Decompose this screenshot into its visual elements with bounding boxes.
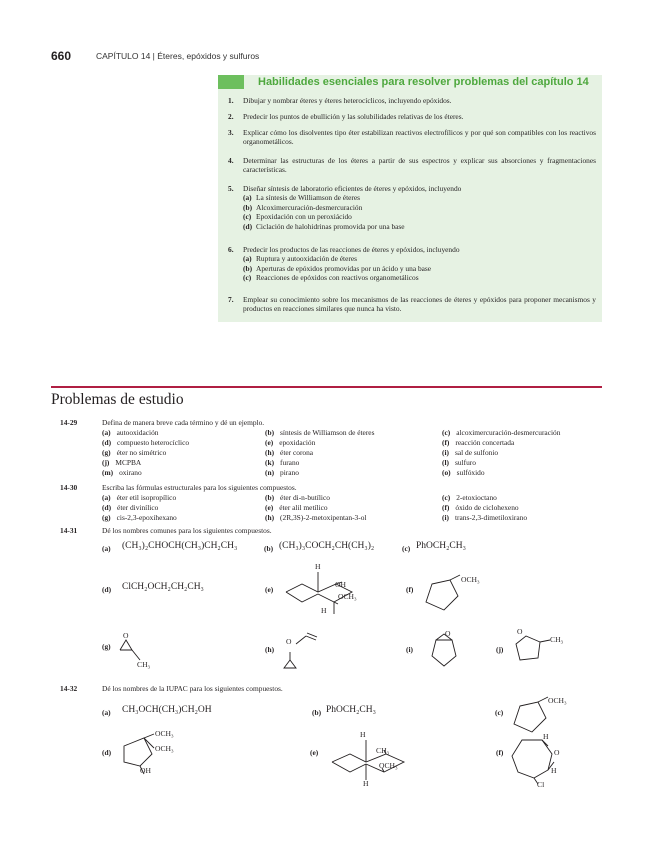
item-label: (g)	[102, 448, 111, 457]
term-item	[442, 458, 476, 467]
skill-item: 3. Explicar cómo los disolventes tipo éter estabilizan reactivos electrofílicos y por qué son compatibles con los reactivos organometálicos.	[228, 128, 596, 147]
item-text: éter divinílico	[117, 503, 159, 512]
atom-label: OCH₃	[338, 592, 357, 601]
term-item	[442, 438, 514, 447]
term-item	[442, 513, 527, 522]
skill-item: 7. Emplear su conocimiento sobre los mecanismos de las reacciones de éteres y epóxidos para proponer mecanismos y productos en reacciones similares que nunca ha visto.	[228, 295, 596, 314]
term-item	[102, 493, 176, 502]
atom-label: H	[360, 730, 366, 739]
term-item	[265, 458, 299, 467]
term-item	[442, 503, 519, 512]
item-label: (g)	[102, 642, 111, 651]
item-text: éter etil isopropílico	[116, 493, 177, 502]
problem-number: 14-32	[60, 684, 78, 693]
term-item	[265, 503, 328, 512]
item-label: (i)	[406, 645, 413, 654]
term-item	[102, 503, 158, 512]
item-label: (c)	[442, 493, 451, 502]
skill-subitem: (a) Ruptura y autooxidación de éteres	[243, 254, 357, 264]
item-label: (j)	[496, 645, 504, 654]
item-label: (b)	[265, 428, 275, 437]
atom-label: OCH₃	[155, 729, 174, 738]
atom-label: CH₃	[550, 635, 564, 644]
item-label: (f)	[442, 503, 450, 512]
formula: CH₃OCH(CH₃)CH₂OH	[122, 705, 212, 715]
skill-item: 5. Diseñar síntesis de laboratorio eficientes de éteres y epóxidos, incluyendo (a) La síntesis de Williamson de éteres (b) Alcoximercuración-desmercuración (c) Epoxidación con un peroxiácido (d) Ciclación de halohidrinas promovida por una base	[228, 184, 596, 231]
item-text: alcoximercuración-desmercuración	[456, 428, 561, 437]
atom-label: H	[321, 606, 327, 615]
atom-label: O	[123, 631, 129, 640]
formula: (CH₃)₂CHOCH(CH₃)CH₂CH₃	[122, 541, 238, 551]
formula: (CH₃)₃COCH₂CH(CH₃)₂	[279, 541, 375, 551]
problem-statement: Dé los nombres comunes para los siguientes compuestos.	[102, 526, 272, 535]
atom-label: O	[445, 629, 451, 638]
atom-label: OH	[140, 766, 151, 775]
item-label: (b)	[312, 708, 322, 717]
item-label: (e)	[265, 585, 274, 594]
item-label: (a)	[102, 708, 111, 717]
item-label: (c)	[495, 708, 504, 717]
item-text: síntesis de Williamson de éteres	[280, 428, 375, 437]
problem-number: 14-29	[60, 418, 78, 427]
atom-label: OH	[335, 580, 346, 589]
item-text: sulfóxido	[456, 468, 485, 477]
item-label: (m)	[102, 468, 114, 477]
section-title: Problemas de estudio	[51, 391, 184, 408]
problem-number: 14-30	[60, 483, 78, 492]
skills-box-title: Habilidades esenciales para resolver problemas del capítulo 14	[258, 76, 589, 88]
item-label: (d)	[102, 438, 112, 447]
item-text: compuesto heterocíclico	[117, 438, 190, 447]
cyclopropyl-vinyl-ether-structure	[278, 624, 328, 674]
atom-label: H	[543, 732, 549, 741]
item-label: (j)	[102, 458, 110, 467]
item-label: (e)	[265, 438, 274, 447]
item-label: (h)	[265, 448, 275, 457]
term-item	[265, 428, 374, 437]
item-label: (c)	[402, 544, 411, 553]
item-label: (f)	[496, 748, 504, 757]
term-item	[442, 468, 485, 477]
item-label: (c)	[442, 428, 451, 437]
atom-label: O	[554, 748, 560, 757]
item-label: (a)	[102, 428, 111, 437]
skills-box-tab	[218, 75, 244, 89]
item-text: trans-2,3-dimetiloxirano	[454, 513, 528, 522]
item-label: (n)	[265, 468, 275, 477]
term-item	[442, 448, 498, 457]
term-item	[102, 438, 189, 447]
item-label: (l)	[442, 458, 449, 467]
term-item	[102, 428, 159, 437]
item-text: éter no simétrico	[116, 448, 167, 457]
problem-statement: Defina de manera breve cada término y dé un ejemplo.	[102, 418, 265, 427]
formula: PhOCH₂CH₃	[416, 541, 466, 551]
item-label: (e)	[310, 748, 319, 757]
formula: ClCH₂OCH₂CH₂CH₃	[122, 582, 204, 592]
atom-label: OCH₃	[379, 761, 398, 770]
item-text: sulfuro	[454, 458, 476, 467]
skill-subitem: (c) Epoxidación con un peroxiácido	[243, 212, 352, 222]
problem-statement: Escriba las fórmulas estructurales para los siguientes compuestos.	[102, 483, 297, 492]
item-label: (b)	[264, 544, 274, 553]
term-item	[265, 493, 330, 502]
atom-label: Cl	[537, 780, 545, 789]
term-item	[102, 513, 177, 522]
term-item	[265, 448, 313, 457]
cyclohexane-chair-structure	[326, 734, 416, 794]
item-text: MCPBA	[115, 458, 142, 467]
term-item	[442, 493, 497, 502]
chapter-title: CAPÍTULO 14 | Éteres, epóxidos y sulfuros	[96, 51, 260, 61]
skill-subitem: (b) Alcoximercuración-desmercuración	[243, 202, 363, 212]
skill-subitem: (c) Reacciones de epóxidos con reactivos organometálicos	[243, 273, 419, 283]
atom-label: H	[363, 779, 369, 788]
item-text: epoxidación	[279, 438, 316, 447]
section-rule	[51, 386, 602, 388]
atom-label: CH₃	[137, 660, 151, 669]
skill-subitem: (a) La síntesis de Williamson de éteres	[243, 193, 361, 203]
atom-label: O	[517, 627, 523, 636]
item-text: furano	[280, 458, 300, 467]
item-text: reacción concertada	[455, 438, 515, 447]
item-label: (f)	[406, 585, 414, 594]
page-number: 660	[51, 49, 72, 63]
atom-label: O	[286, 637, 292, 646]
skill-subitem: (d) Ciclación de halohidrinas promovida por una base	[243, 221, 405, 231]
skill-item: 2. Predecir los puntos de ebullición y las solubilidades relativas de los éteres.	[228, 112, 464, 121]
term-item	[265, 513, 366, 522]
item-label: (f)	[442, 438, 450, 447]
item-label: (d)	[102, 748, 112, 757]
item-text: oxirano	[119, 468, 142, 477]
item-label: (i)	[442, 448, 449, 457]
item-text: (2R,3S)-2-metoxipentan-3-ol	[280, 513, 367, 522]
term-item	[265, 438, 315, 447]
item-label: (i)	[442, 513, 449, 522]
problem-statement: Dé los nombres de la IUPAC para los siguientes compuestos.	[102, 684, 283, 693]
item-text: éter corona	[280, 448, 314, 457]
atom-label: OCH₃	[548, 696, 567, 705]
item-label: (b)	[265, 493, 275, 502]
term-item	[102, 448, 166, 457]
item-label: (g)	[102, 513, 111, 522]
item-label: (k)	[265, 458, 275, 467]
item-text: óxido de ciclohexeno	[455, 503, 519, 512]
item-text: éter alil metílico	[279, 503, 328, 512]
problem-number: 14-31	[60, 526, 78, 535]
skill-subitem: (b) Aperturas de epóxidos promovidas por un ácido y una base	[243, 263, 432, 273]
term-item	[102, 468, 142, 477]
item-text: pirano	[280, 468, 299, 477]
atom-label: OCH₃	[155, 744, 174, 753]
skill-item: 6. Predecir los productos de las reacciones de éteres y epóxidos, incluyendo (a) Ruptura y autooxidación de éteres (b) Aperturas de epóxidos promovidas por un ácido y una base (c) Reacciones de epóxidos con reactivos organometálicos	[228, 245, 596, 283]
skill-item: 4. Determinar las estructuras de los éteres a partir de sus espectros y explicar sus absorciones y fragmentaciones características.	[228, 156, 596, 175]
formula: PhOCH₂CH₃	[326, 705, 376, 715]
item-label: (d)	[102, 585, 112, 594]
item-text: 2-etoxioctano	[456, 493, 497, 502]
item-label: (a)	[102, 544, 111, 553]
item-text: éter di-n-butílico	[280, 493, 330, 502]
skill-item: 1. Dibujar y nombrar éteres y éteres heterocíclicos, incluyendo epóxidos.	[228, 96, 452, 105]
atom-label: H	[315, 562, 321, 571]
item-text: sal de sulfonio	[454, 448, 499, 457]
item-text: cis-2,3-epoxihexano	[116, 513, 177, 522]
term-item	[102, 458, 141, 467]
atom-label: OCH₃	[461, 575, 480, 584]
item-label: (h)	[265, 645, 275, 654]
item-label: (e)	[265, 503, 274, 512]
item-label: (o)	[442, 468, 451, 477]
item-text: autooxidación	[116, 428, 159, 437]
item-label: (h)	[265, 513, 275, 522]
item-label: (d)	[102, 503, 112, 512]
term-item	[265, 468, 299, 477]
atom-label: CH₃	[376, 746, 390, 755]
item-label: (a)	[102, 493, 111, 502]
atom-label: H	[551, 766, 557, 775]
term-item	[442, 428, 560, 437]
